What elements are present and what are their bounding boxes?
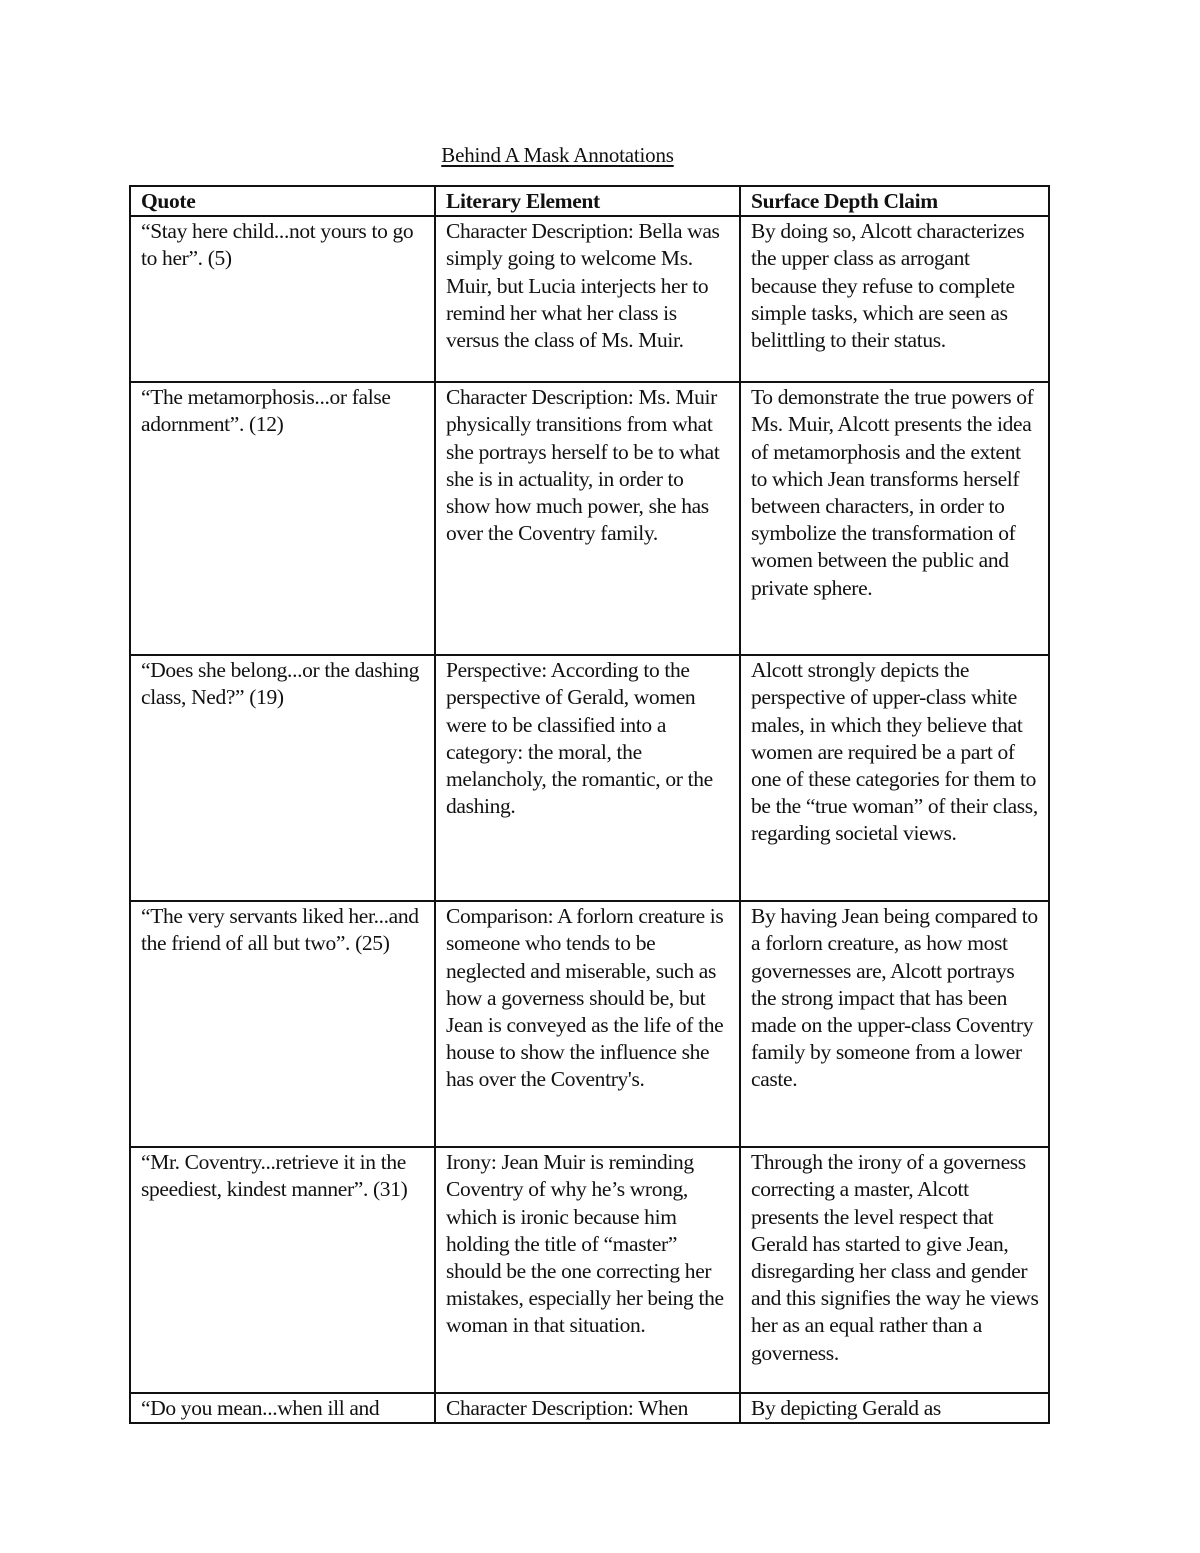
table-row — [130, 901, 1049, 1147]
surface-depth-claim-cell: Through the irony of a governess correcting a master, Alcott presents the level respect that Gerald has started to give Jean, disregarding her class and gender and this signifies the way he views her as an equal rather than a governess. — [740, 1147, 1049, 1393]
literary-element-cell: Character Description: Ms. Muir physically transitions from what she portrays herself to be to what she is in actuality, in order to show how much power, she has over the Coventry family. — [435, 382, 740, 655]
table-row — [130, 655, 1049, 901]
surface-depth-claim-cell: Alcott strongly depicts the perspective of upper-class white males, in which they believe that women are required be a part of one of these categories for them to be the “true woman” of their class, regarding societal views. — [740, 655, 1049, 901]
annotations-table — [129, 185, 1050, 1424]
page-title: Behind A Mask Annotations — [441, 143, 674, 167]
surface-depth-claim-cell: By having Jean being compared to a forlorn creature, as how most governesses are, Alcott portrays the strong impact that has been made on the upper-class Coventry family by someone from a lower caste. — [740, 901, 1049, 1147]
quote-cell: “Does she belong...or the dashing class, Ned?” (19) — [130, 655, 435, 901]
literary-element-cell: Comparison: A forlorn creature is someone who tends to be neglected and miserable, such as how a governess should be, but Jean is conveyed as the life of the house to show the influence she has over the Coventry's. — [435, 901, 740, 1147]
literary-element-cell: Character Description: When — [435, 1393, 740, 1423]
quote-cell: “The metamorphosis...or false adornment”. (12) — [130, 382, 435, 655]
surface-depth-claim-cell: By depicting Gerald as — [740, 1393, 1049, 1423]
surface-depth-claim-cell: By doing so, Alcott characterizes the upper class as arrogant because they refuse to complete simple tasks, which are seen as belittling to their status. — [740, 216, 1049, 382]
quote-cell: “The very servants liked her...and the friend of all but two”. (25) — [130, 901, 435, 1147]
table-row — [130, 1393, 1049, 1423]
quote-cell: “Do you mean...when ill and — [130, 1393, 435, 1423]
table-row — [130, 1147, 1049, 1393]
column-header-quote: Quote — [130, 186, 435, 216]
quote-cell: “Mr. Coventry...retrieve it in the speediest, kindest manner”. (31) — [130, 1147, 435, 1393]
literary-element-cell: Irony: Jean Muir is reminding Coventry of why he’s wrong, which is ironic because him holding the title of “master” should be the one correcting her mistakes, especially her being the woman in that situation. — [435, 1147, 740, 1393]
quote-cell: “Stay here child...not yours to go to her”. (5) — [130, 216, 435, 382]
surface-depth-claim-cell: To demonstrate the true powers of Ms. Muir, Alcott presents the idea of metamorphosis and the extent to which Jean transforms herself between characters, in order to symbolize the transformation of women between the public and private sphere. — [740, 382, 1049, 655]
column-header-literary-element: Literary Element — [435, 186, 740, 216]
table-row — [130, 382, 1049, 655]
table-row — [130, 216, 1049, 382]
literary-element-cell: Character Description: Bella was simply going to welcome Ms. Muir, but Lucia interjects her to remind her what her class is versus the class of Ms. Muir. — [435, 216, 740, 382]
table-header-row — [130, 186, 1049, 216]
literary-element-cell: Perspective: According to the perspective of Gerald, women were to be classified into a category: the moral, the melancholy, the romantic, or the dashing. — [435, 655, 740, 901]
column-header-surface-depth-claim: Surface Depth Claim — [740, 186, 1049, 216]
